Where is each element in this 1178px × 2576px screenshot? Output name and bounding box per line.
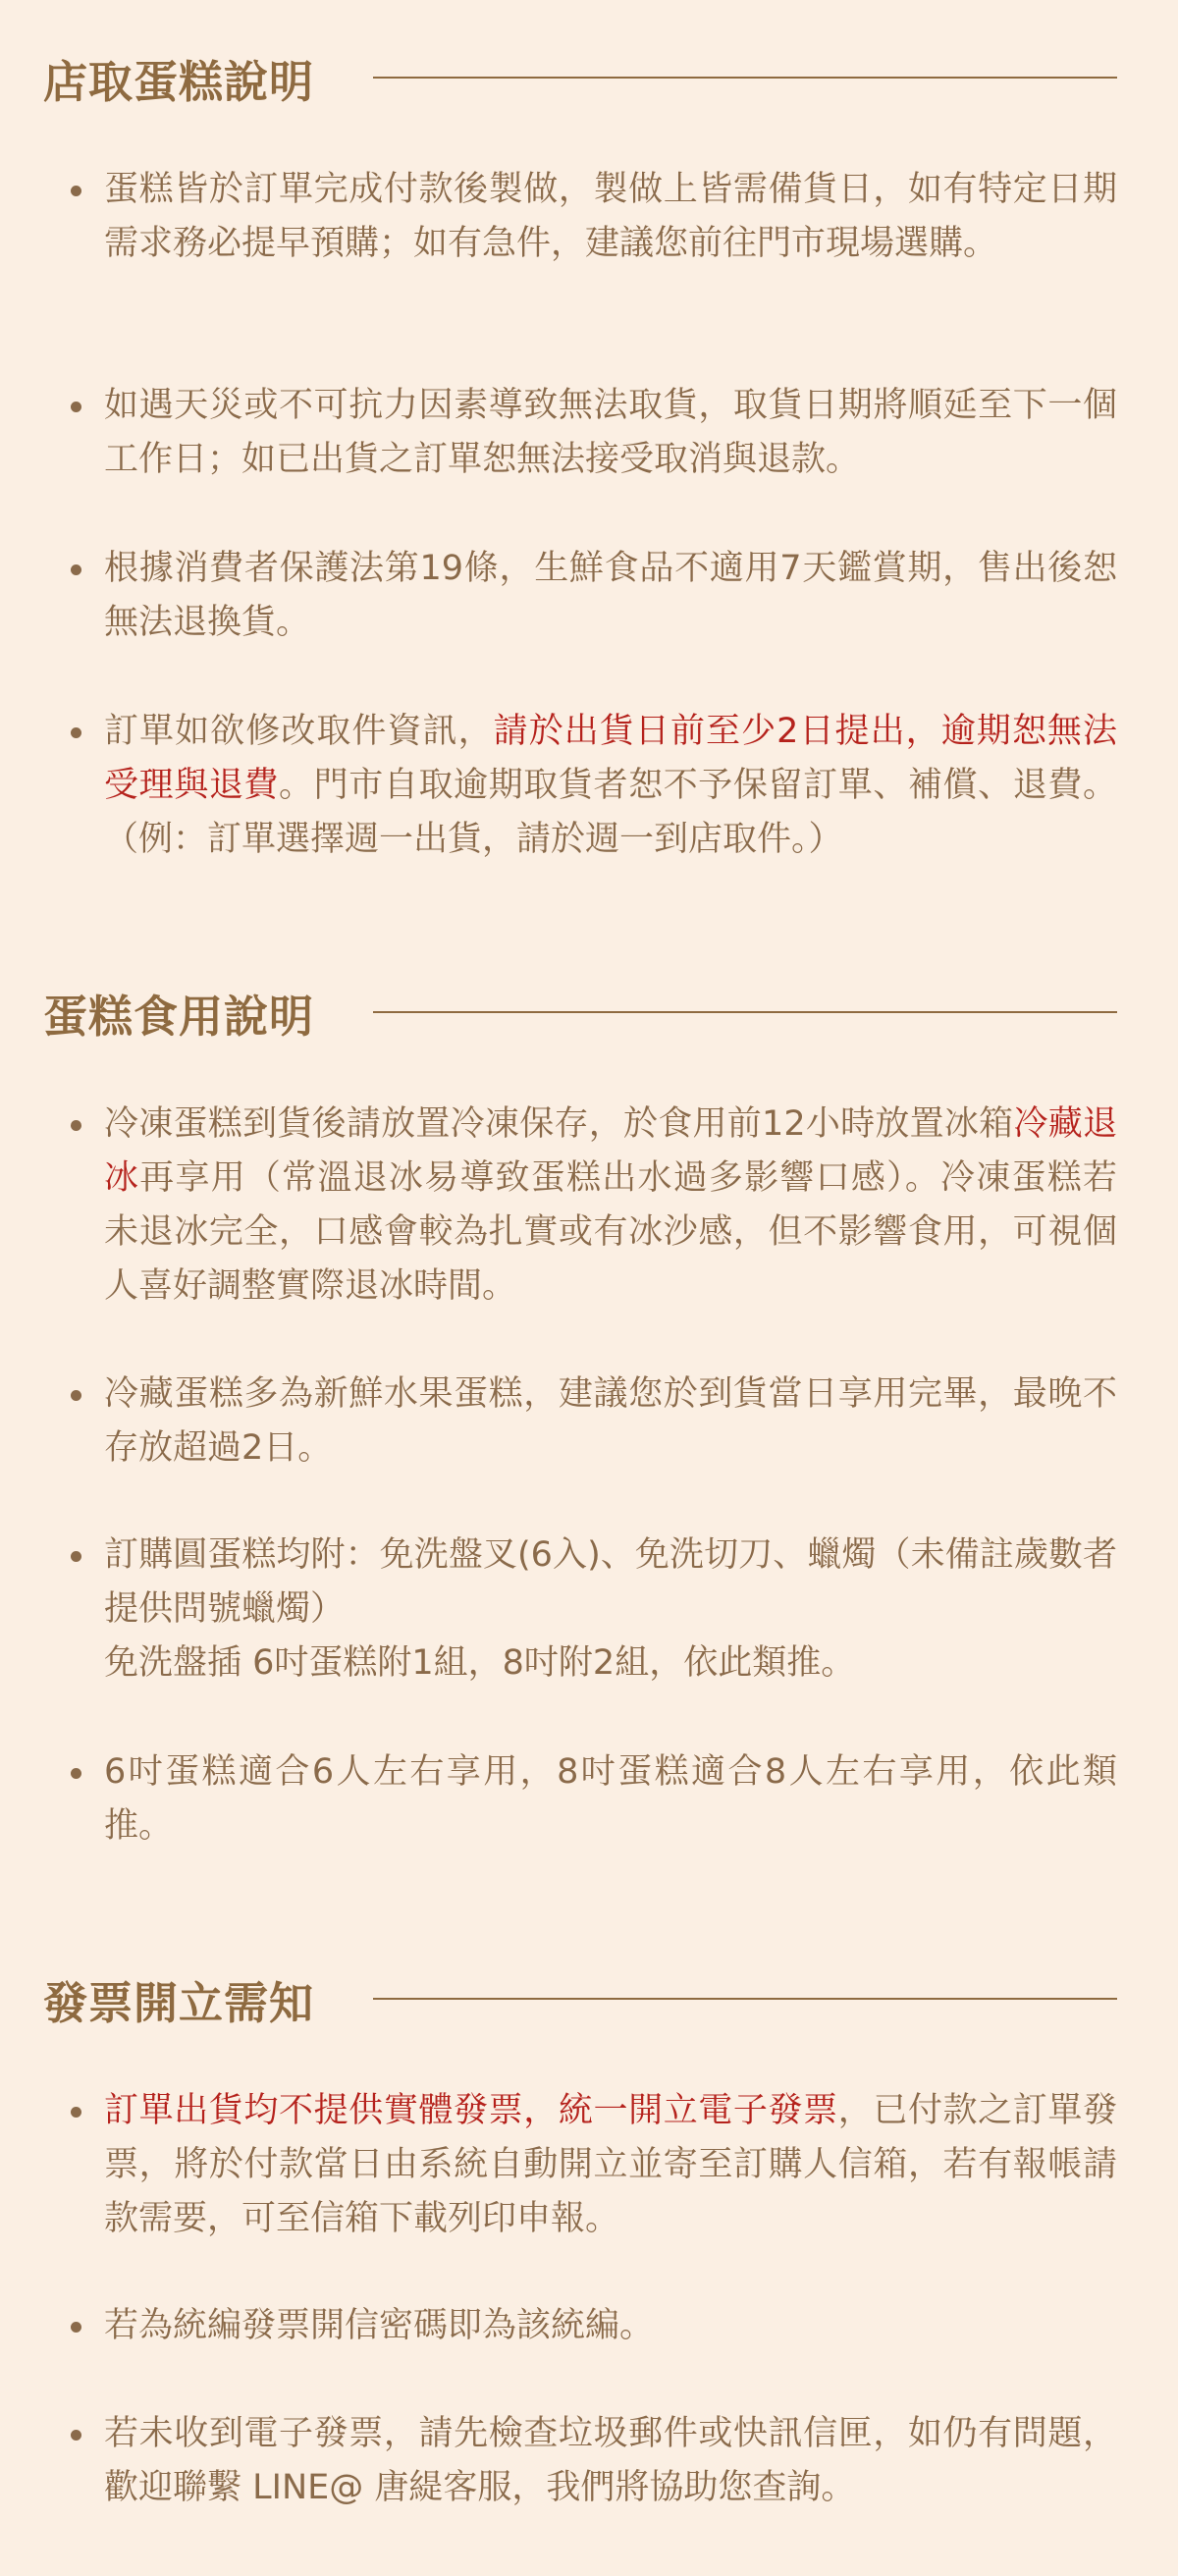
bullet-icon: [71, 1768, 81, 1779]
text-segment: ，已付款之訂單發票，將於付款當日由系統自動開立並寄至訂購人信箱，若有報帳請款需要，可至信箱下載列印申報。: [104, 2091, 1117, 2238]
section-title: 蛋糕食用說明: [43, 990, 315, 1043]
text-line: 免洗盤插 6吋蛋糕附1組，8吋附2組，依此類推。: [104, 1643, 856, 1683]
bullet-icon: [71, 402, 81, 412]
section-invoice: [43, 1964, 1117, 2507]
bullet-icon: [71, 727, 81, 738]
section-title: 發票開立需知: [43, 1976, 315, 2029]
item-text: [104, 2084, 1117, 2246]
section-eating: [43, 978, 1117, 1846]
item-text: 根據消費者保護法第19條，生鮮食品不適用7天鑑賞期，售出後恕無法退換貨。: [104, 549, 1117, 642]
list-item: [43, 542, 1117, 650]
highlight-text: 請於出貨日前至少2日提出，逾期恕無法受理與退費: [104, 712, 1117, 805]
bullet-icon: [71, 186, 81, 196]
section-pickup: [43, 43, 1117, 859]
bullet-icon: [71, 1390, 81, 1401]
list-item: [43, 379, 1117, 487]
item-text: [104, 1098, 1117, 1314]
list-item: [43, 705, 1117, 867]
divider: [373, 1998, 1117, 2000]
item-text: 冷藏蛋糕多為新鮮水果蛋糕，建議您於到貨當日享用完畢，最晚不存放超過2日。: [104, 1374, 1117, 1468]
list-item: [43, 1098, 1117, 1314]
text-line: 訂購圓蛋糕均附：免洗盤叉(6入)、免洗切刀、蠟燭（未備註歲數者提供問號蠟燭）: [104, 1535, 1117, 1629]
item-text: 若未收到電子發票，請先檢查垃圾郵件或快訊信匣，如仍有問題，歡迎聯繫 LINE@ 唐緹客服，我們將協助您查詢。: [104, 2414, 1117, 2507]
bullet-icon: [71, 2430, 81, 2441]
list-item: [43, 1368, 1117, 1476]
text-segment: 冷凍蛋糕到貨後請放置冷凍保存，於食用前12小時放置冰箱: [104, 1104, 1014, 1144]
item-text: [104, 705, 1117, 867]
bullet-icon: [71, 564, 81, 575]
bullet-icon: [71, 2322, 81, 2333]
list-item: [43, 163, 1117, 271]
bullet-icon: [71, 2107, 81, 2118]
list-item: [43, 2084, 1117, 2246]
section-header: [43, 43, 1117, 112]
section-title: 店取蛋糕說明: [43, 55, 315, 108]
bullet-icon: [71, 1120, 81, 1131]
bullet-icon: [71, 1551, 81, 1562]
item-text: [104, 1529, 1117, 1690]
highlight-text: 訂單出貨均不提供實體發票，統一開立電子發票: [104, 2091, 838, 2130]
item-text: 6吋蛋糕適合6人左右享用，8吋蛋糕適合8人左右享用，依此類推。: [104, 1752, 1117, 1846]
list-item: [43, 2407, 1117, 2515]
divider: [373, 77, 1117, 79]
highlight-text: 冷藏退冰: [104, 1104, 1117, 1198]
section-header: [43, 978, 1117, 1046]
text-segment: 訂單如欲修改取件資訊，: [104, 712, 494, 751]
divider: [373, 1011, 1117, 1013]
list-item: [43, 1529, 1117, 1690]
item-text: 蛋糕皆於訂單完成付款後製做，製做上皆需備貨日，如有特定日期需求務必提早預購；如有急件，建議您前往門市現場選購。: [104, 170, 1117, 263]
text-segment: 。門市自取逾期取貨者恕不予保留訂單、補償、退費。（例：訂單選擇週一出貨，請於週一到店取件。）: [104, 766, 1117, 859]
list-item: [43, 1745, 1117, 1853]
list-item: [43, 2299, 1117, 2353]
text-segment: 再享用（常溫退冰易導致蛋糕出水過多影響口感）。冷凍蛋糕若未退冰完全，口感會較為扎實或有冰沙感，但不影響食用，可視個人喜好調整實際退冰時間。: [104, 1158, 1117, 1306]
section-header: [43, 1964, 1117, 2033]
item-text: 若為統編發票開信密碼即為該統編。: [104, 2306, 655, 2345]
item-text: 如遇天災或不可抗力因素導致無法取貨，取貨日期將順延至下一個工作日；如已出貨之訂單恕無法接受取消與退款。: [104, 386, 1117, 479]
